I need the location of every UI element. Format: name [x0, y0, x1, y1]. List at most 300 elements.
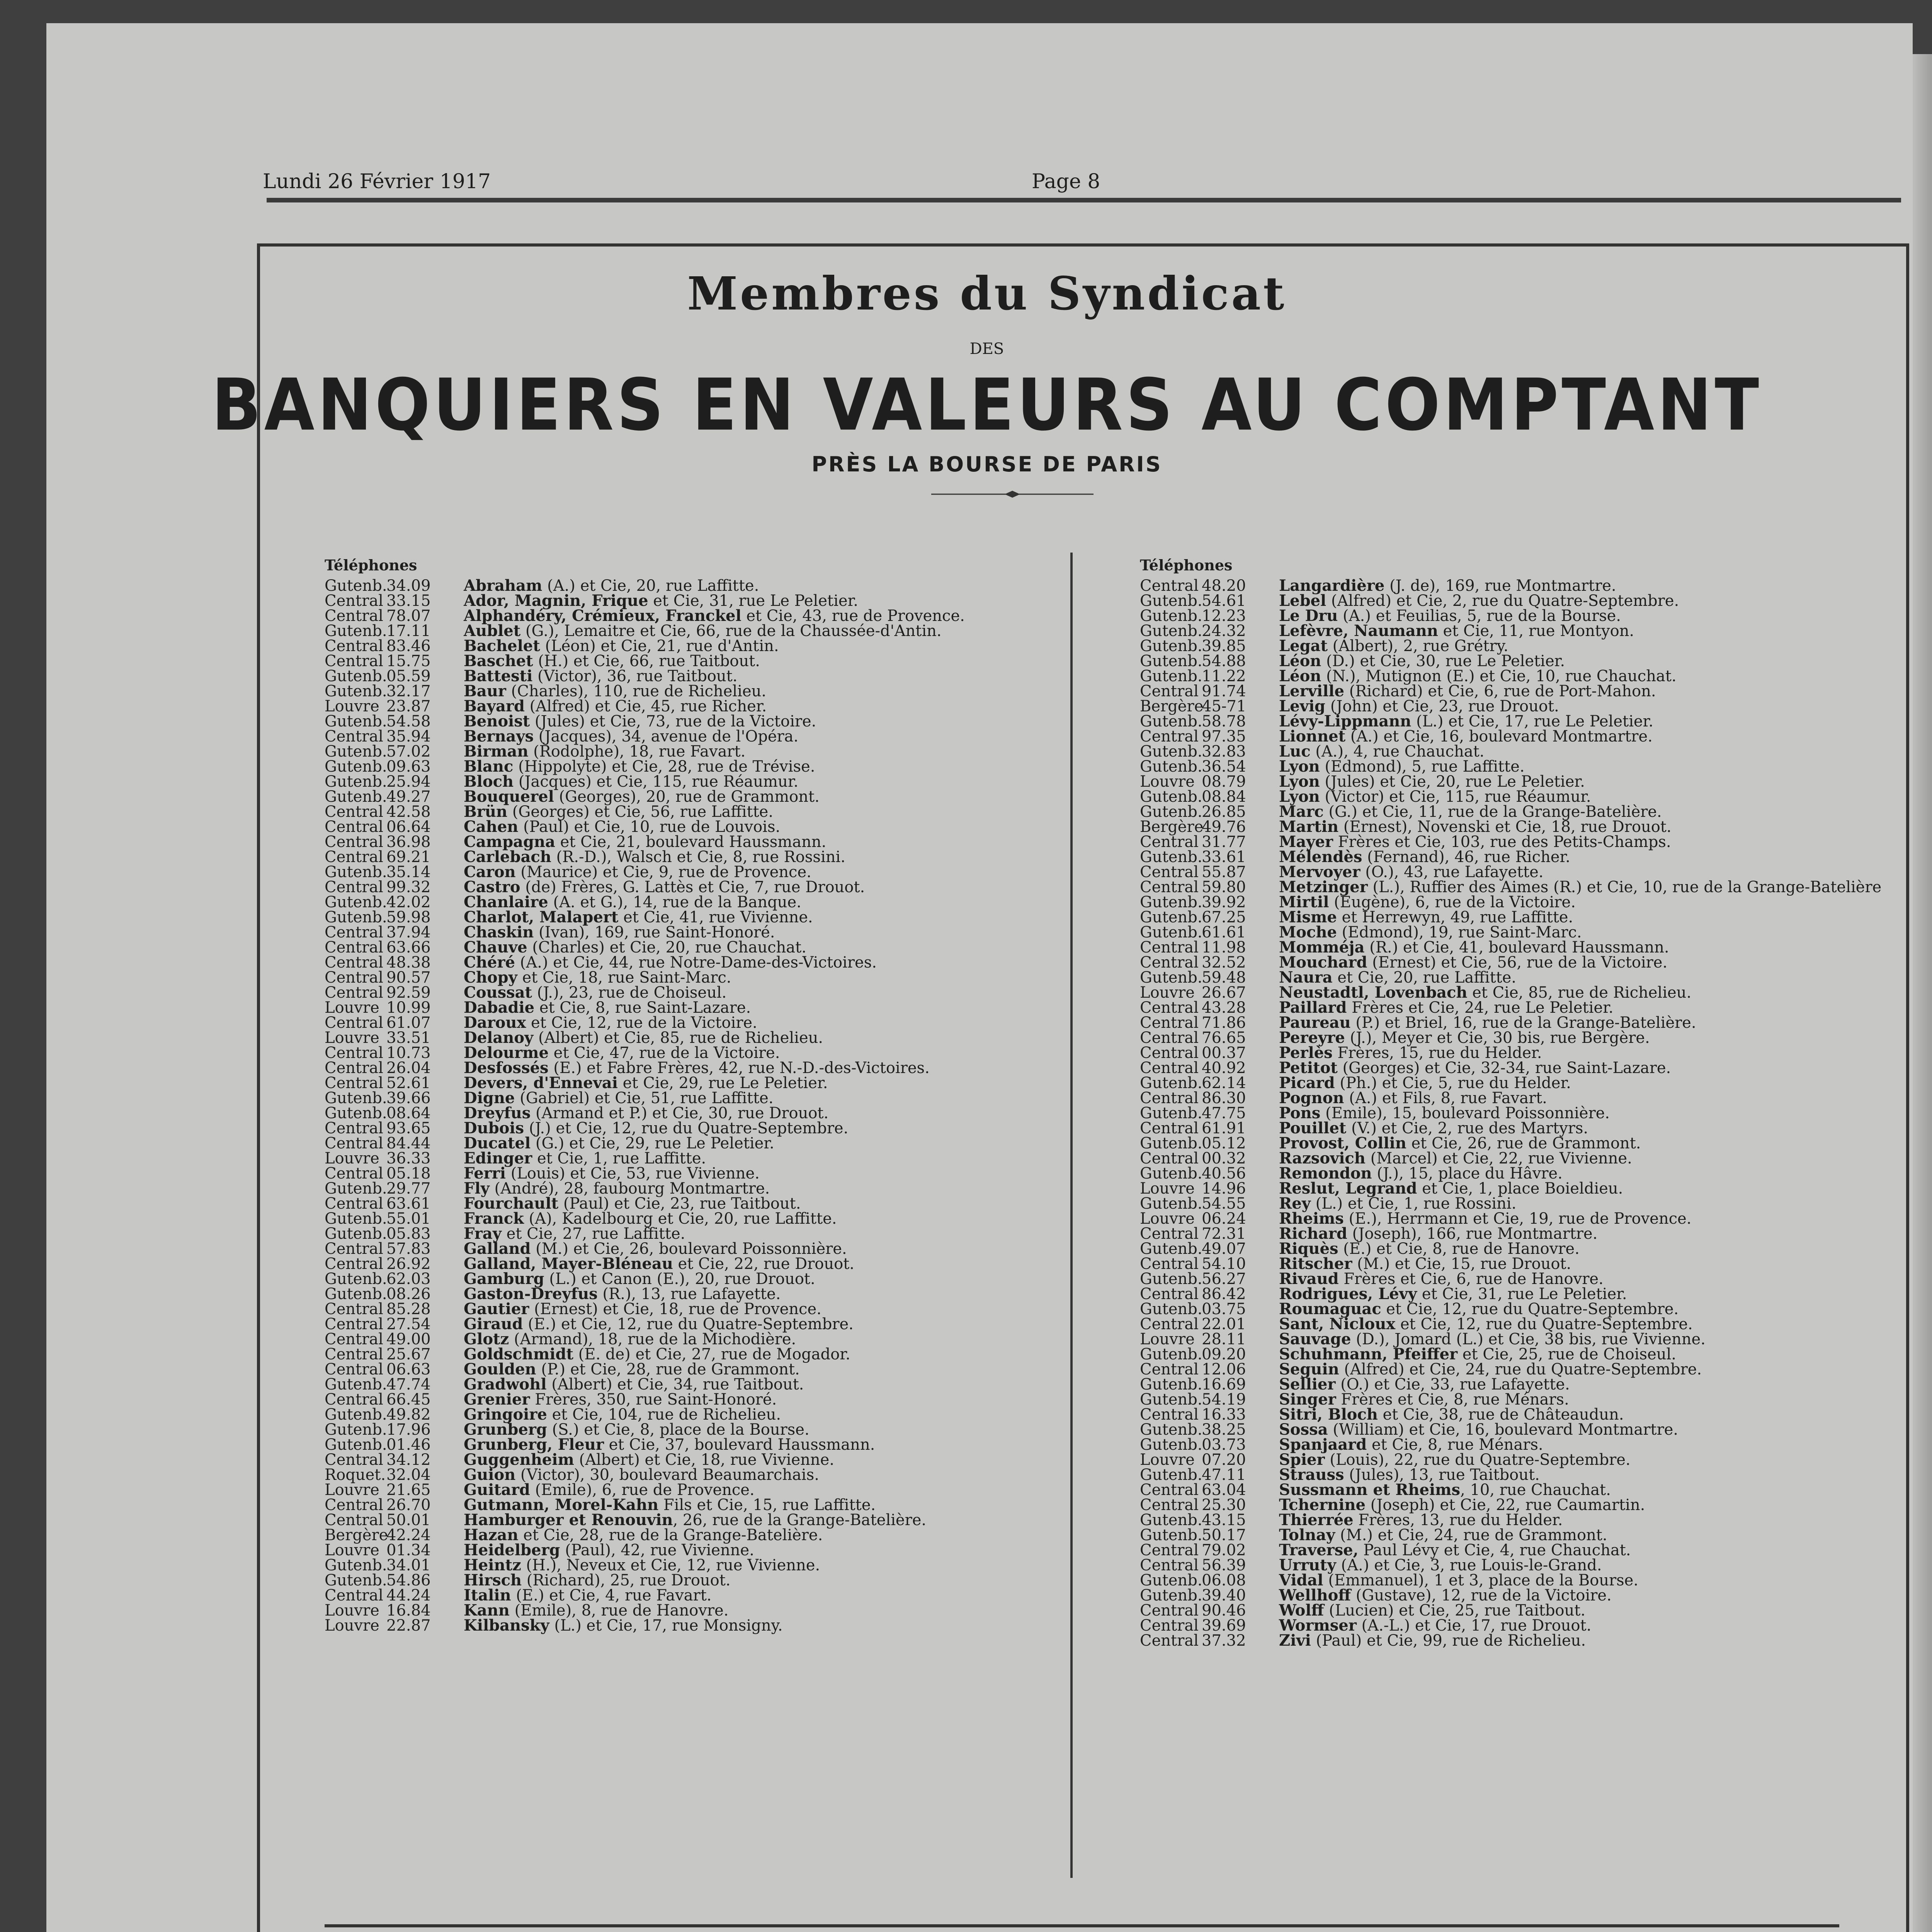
member-entry [1279, 1497, 1645, 1513]
member-row [325, 1015, 965, 1030]
exchange: Gutenb. [325, 893, 387, 911]
exchange: Louvre [1140, 1451, 1195, 1469]
phone-number: 84.44 [386, 1134, 431, 1152]
member-name: Paillard [1279, 998, 1347, 1017]
exchange: Gutenb. [1140, 1587, 1202, 1604]
title-banquiers: BANQUIERS EN VALEURS AU COMPTANT [211, 363, 1762, 447]
member-name: Gaston-Dreyfus [464, 1285, 598, 1303]
member-address: Frères, 13, rue du Helder. [1353, 1511, 1563, 1529]
member-entry [1279, 1467, 1540, 1483]
exchange: Gutenb. [325, 758, 387, 776]
member-row [325, 1392, 965, 1407]
phone-number: 37.94 [386, 923, 431, 941]
phone-number: 57.02 [386, 743, 431, 760]
exchange: Central [325, 1361, 383, 1378]
phone-number: 97.35 [1202, 728, 1246, 745]
member-entry [1279, 1543, 1631, 1558]
member-address: (G.) et Cie, 11, rue de la Grange-Batelière. [1323, 803, 1662, 821]
member-row [325, 970, 965, 985]
member-name: Galland [464, 1240, 531, 1258]
phone-number: 25.67 [386, 1345, 431, 1363]
member-entry [464, 849, 845, 865]
member-entry [464, 1422, 810, 1437]
phone-number: 27.54 [386, 1315, 431, 1333]
member-row [325, 623, 965, 638]
member-row [325, 744, 965, 759]
exchange: Central [1140, 833, 1199, 851]
member-entry [1279, 684, 1656, 699]
member-address: (Edmond), 19, rue Saint-Marc. [1337, 923, 1582, 941]
member-entry [1279, 1392, 1569, 1407]
exchange: Gutenb. [1140, 1270, 1202, 1288]
member-address: et Cie, 1, place Boieldieu. [1417, 1180, 1623, 1197]
phone-number: 50.17 [1202, 1526, 1246, 1544]
member-address: (de) Frères, G. Lattès et Cie, 7, rue Drouot. [520, 878, 865, 896]
member-name: Baschet [464, 652, 533, 670]
member-entry [464, 774, 798, 789]
member-address: (Emile), 8, rue de Hanovre. [509, 1602, 729, 1619]
member-entry [1279, 623, 1634, 639]
member-entry [1279, 1196, 1516, 1211]
exchange: Louvre [1140, 773, 1195, 791]
member-entry [464, 864, 811, 880]
member-name: Rheims [1279, 1209, 1344, 1228]
phone-number: 28.11 [1202, 1330, 1246, 1348]
member-entry [464, 1437, 875, 1452]
phone-number: 05.83 [386, 1225, 431, 1243]
member-entry [1279, 985, 1691, 1000]
member-entry [1279, 910, 1573, 925]
exchange: Gutenb. [1140, 1345, 1202, 1363]
exchange: Central [325, 1511, 383, 1529]
member-row [325, 1558, 965, 1573]
member-entry [464, 1151, 706, 1166]
member-address: (O.) et Cie, 33, rue Lafayette. [1335, 1376, 1570, 1393]
member-address: (O.), 43, rue Lafayette. [1360, 863, 1544, 881]
phone-number: 59.48 [1202, 969, 1246, 986]
member-address: (A.-L.) et Cie, 17, rue Drouot. [1356, 1617, 1592, 1634]
member-name: Baur [464, 682, 506, 700]
member-address: et Cie, 104, rue de Richelieu. [547, 1406, 781, 1423]
exchange: Gutenb. [325, 577, 387, 595]
phone-number: 49.00 [386, 1330, 431, 1348]
member-address: (P.) et Cie, 28, rue de Grammont. [536, 1361, 800, 1378]
phone-number: 23.87 [386, 697, 431, 715]
member-name: Lionnet [1279, 727, 1346, 745]
member-row [1140, 699, 1881, 714]
member-address: (Richard), 25, rue Drouot. [522, 1571, 731, 1589]
member-row [1140, 1015, 1881, 1030]
member-name: Wolff [1279, 1601, 1324, 1619]
member-name: Wellhoff [1279, 1586, 1351, 1604]
column-divider [1070, 553, 1073, 1878]
phone-number: 14.96 [1202, 1180, 1246, 1197]
phone-number: 06.08 [1202, 1571, 1246, 1589]
member-row [1140, 1422, 1881, 1437]
exchange: Central [1140, 728, 1199, 745]
member-name: Perlès [1279, 1044, 1333, 1062]
member-entry [464, 1181, 770, 1196]
member-row [325, 1452, 965, 1467]
exchange: Louvre [1140, 984, 1195, 1002]
member-row [1140, 955, 1881, 970]
member-name: Delanoy [464, 1029, 534, 1047]
member-address: (D.) et Cie, 30, rue Le Peletier. [1321, 652, 1565, 670]
phone-number: 76.65 [1202, 1029, 1246, 1047]
member-row [325, 1437, 965, 1452]
member-entry [464, 1512, 926, 1528]
member-address: (M.) et Cie, 15, rue Drouot. [1352, 1255, 1571, 1273]
member-address: (A.) et Cie, 20, rue Laffitte. [542, 577, 759, 595]
member-row [1140, 985, 1881, 1000]
member-row [325, 1618, 965, 1633]
exchange: Central [325, 1496, 383, 1514]
member-entry [464, 895, 801, 910]
member-address: (André), 28, faubourg Montmartre. [489, 1180, 770, 1197]
member-address: Frères et Cie, 6, rue de Hanovre. [1338, 1270, 1604, 1288]
member-entry [1279, 1558, 1602, 1573]
phone-number: 42.58 [386, 803, 431, 821]
member-row [325, 1241, 965, 1256]
member-name: Tchernine [1279, 1496, 1366, 1514]
member-address: , 10, rue Chauchat. [1460, 1481, 1611, 1499]
member-row [325, 955, 965, 970]
member-name: Battesti [464, 667, 533, 685]
phone-number: 00.32 [1202, 1150, 1246, 1167]
member-entry [464, 759, 815, 774]
member-address: (Joseph) et Cie, 22, rue Caumartin. [1365, 1496, 1645, 1514]
member-name: Sossa [1279, 1420, 1328, 1439]
exchange: Gutenb. [1140, 1511, 1202, 1529]
member-name: Tolnay [1279, 1526, 1335, 1544]
member-name: Caron [464, 863, 516, 881]
member-address: (L.) et Cie, 17, rue Monsigny. [549, 1617, 783, 1634]
exchange: Louvre [1140, 1180, 1195, 1197]
member-name: Langardière [1279, 577, 1385, 595]
member-name: Guitard [464, 1481, 530, 1499]
exchange: Gutenb. [325, 1406, 387, 1423]
member-address: (Alfred) et Cie, 45, rue Richer. [524, 697, 767, 715]
member-name: Martin [1279, 818, 1339, 836]
exchange: Gutenb. [1140, 923, 1202, 941]
member-name: Coussat [464, 983, 532, 1002]
phone-number: 21.65 [386, 1481, 431, 1499]
phone-number: 22.01 [1202, 1315, 1246, 1333]
exchange: Gutenb. [1140, 1195, 1202, 1213]
member-address: et Cie, 12, rue du Quatre-Septembre. [1381, 1300, 1679, 1318]
member-row [1140, 895, 1881, 910]
member-name: Vidal [1279, 1571, 1323, 1589]
member-address: (J.), Meyer et Cie, 30 bis, rue Bergère. [1345, 1029, 1650, 1047]
exchange: Louvre [1140, 1210, 1195, 1228]
member-address: (Georges) et Cie, 32-34, rue Saint-Lazare. [1337, 1059, 1671, 1077]
exchange: Gutenb. [1140, 803, 1202, 821]
title-des: DES [969, 340, 1004, 358]
phone-number: 62.03 [386, 1270, 431, 1288]
exchange: Gutenb. [1140, 652, 1202, 670]
member-row [325, 1543, 965, 1558]
phone-number: 09.20 [1202, 1345, 1246, 1363]
phone-number: 69.21 [386, 848, 431, 866]
member-row [1140, 744, 1881, 759]
member-row [325, 1090, 965, 1105]
member-name: Roumaguac [1279, 1300, 1381, 1318]
exchange: Central [1140, 1496, 1199, 1514]
member-entry [1279, 578, 1616, 594]
phone-number: 83.46 [386, 637, 431, 655]
phone-number: 86.30 [1202, 1089, 1246, 1107]
member-row [325, 925, 965, 940]
member-entry [464, 1256, 854, 1272]
member-entry [464, 1332, 796, 1347]
member-name: Hazan [464, 1526, 519, 1544]
member-name: Fray [464, 1225, 502, 1243]
member-row [1140, 1181, 1881, 1196]
member-name: Dubois [464, 1119, 524, 1137]
member-entry [464, 1105, 828, 1121]
member-address: (Georges) et Cie, 56, rue Laffitte. [507, 803, 774, 821]
member-entry [464, 1603, 728, 1618]
member-row [1140, 1211, 1881, 1226]
phone-number: 42.24 [386, 1526, 431, 1544]
member-entry [1279, 1603, 1585, 1618]
exchange: Central [325, 1119, 383, 1137]
exchange: Central [325, 1587, 383, 1604]
phone-number: 42.02 [386, 893, 431, 911]
member-name: Paureau [1279, 1014, 1351, 1032]
phone-number: 35.94 [386, 728, 431, 745]
member-row [325, 895, 965, 910]
member-entry [1279, 1181, 1623, 1196]
member-name: Dreyfus [464, 1104, 531, 1122]
exchange: Central [325, 1240, 383, 1258]
exchange: Gutenb. [1140, 1104, 1202, 1122]
phone-number: 08.26 [386, 1285, 431, 1303]
member-row [1140, 1121, 1881, 1136]
exchange: Gutenb. [325, 1270, 387, 1288]
exchange: Gutenb. [1140, 758, 1202, 776]
member-name: Lyon [1279, 772, 1320, 791]
phone-number: 34.09 [386, 577, 431, 595]
member-entry [1279, 1136, 1641, 1151]
member-entry [464, 668, 737, 684]
member-row [1140, 623, 1881, 638]
member-address: (E.), Herrmann et Cie, 19, rue de Provence. [1344, 1210, 1692, 1228]
phone-number: 32.52 [1202, 954, 1246, 971]
exchange: Gutenb. [325, 1180, 387, 1197]
member-row [325, 1075, 965, 1090]
member-name: Daroux [464, 1014, 526, 1032]
ornament-rule [931, 490, 1094, 498]
member-address: (Lucien) et Cie, 25, rue Taitbout. [1324, 1602, 1586, 1619]
member-row [1140, 1618, 1881, 1633]
member-name: Levig [1279, 697, 1325, 715]
member-row [325, 1301, 965, 1316]
member-name: Dabadie [464, 998, 535, 1017]
exchange: Gutenb. [1140, 1300, 1202, 1318]
phone-number: 49.82 [386, 1406, 431, 1423]
phone-number: 59.80 [1202, 878, 1246, 896]
member-address: (Albert) et Cie, 34, rue Taitbout. [546, 1376, 804, 1393]
phone-number: 26.70 [386, 1496, 431, 1514]
member-name: Reslut, Legrand [1279, 1179, 1417, 1197]
member-entry [1279, 699, 1559, 714]
member-row [325, 1362, 965, 1377]
exchange: Central [325, 833, 383, 851]
exchange: Central [325, 954, 383, 971]
exchange: Gutenb. [325, 743, 387, 760]
exchange: Louvre [325, 1541, 379, 1559]
member-entry [1279, 608, 1621, 624]
exchange: Central [325, 1165, 383, 1182]
phone-number: 05.18 [386, 1165, 431, 1182]
member-address: (L.) et Cie, 1, rue Rossini. [1310, 1195, 1517, 1213]
member-address: (A), Kadelbourg et Cie, 20, rue Laffitte. [524, 1210, 837, 1228]
member-row [1140, 1482, 1881, 1497]
exchange: Gutenb. [325, 682, 387, 700]
member-name: Grunberg [464, 1420, 547, 1439]
member-name: Richard [1279, 1225, 1347, 1243]
member-address: et Cie, 85, rue de Richelieu. [1467, 984, 1692, 1002]
member-name: Strauss [1279, 1466, 1344, 1484]
exchange: Central [325, 1014, 383, 1032]
member-row [1140, 1392, 1881, 1407]
member-name: Chéré [464, 953, 515, 971]
member-name: Fourchault [464, 1194, 559, 1213]
member-row [1140, 970, 1881, 985]
phone-number: 26.67 [1202, 984, 1246, 1002]
member-name: Chaskin [464, 923, 534, 941]
member-address: (A.) et Cie, 44, rue Notre-Dame-des-Victoires. [515, 954, 877, 971]
member-entry [1279, 653, 1565, 669]
member-row [1140, 668, 1881, 684]
member-name: Singer [1279, 1390, 1336, 1408]
member-address: et Cie, 31, rue Le Peletier. [1417, 1285, 1627, 1303]
member-name: Rey [1279, 1194, 1311, 1213]
member-name: Misme [1279, 908, 1337, 926]
phone-number: 08.79 [1202, 773, 1246, 791]
exchange: Gutenb. [325, 667, 387, 685]
member-row [1140, 1603, 1881, 1618]
member-name: Benoist [464, 712, 530, 730]
member-name: Spanjaard [1279, 1435, 1367, 1454]
phone-number: 01.46 [386, 1436, 431, 1454]
member-address: (William) et Cie, 16, boulevard Montmartre. [1328, 1421, 1678, 1439]
member-name: Pouillet [1279, 1119, 1347, 1137]
exchange: Central [1140, 1632, 1199, 1650]
member-name: Ritscher [1279, 1255, 1352, 1273]
exchange: Central [1140, 1541, 1199, 1559]
exchange: Central [1140, 577, 1199, 595]
member-row [325, 714, 965, 729]
phone-number: 50.01 [386, 1511, 431, 1529]
phone-number: 32.17 [386, 682, 431, 700]
exchange: Gutenb. [1140, 1134, 1202, 1152]
member-name: Edinger [464, 1149, 532, 1167]
phone-number: 06.24 [1202, 1210, 1246, 1228]
member-name: Lévy-Lippmann [1279, 712, 1412, 730]
exchange: Central [1140, 1361, 1199, 1378]
member-entry [464, 1090, 774, 1106]
member-name: Zivi [1279, 1631, 1311, 1650]
member-name: Remondon [1279, 1164, 1372, 1182]
member-row [1140, 1588, 1881, 1603]
member-name: Sussmann et Rheims [1279, 1481, 1461, 1499]
member-address: (J.), 15, place du Hâvre. [1372, 1165, 1563, 1182]
member-name: Goldschmidt [464, 1345, 573, 1363]
exchange: Central [325, 652, 383, 670]
exchange: Central [325, 728, 383, 745]
member-entry [1279, 879, 1881, 895]
member-name: Urruty [1279, 1556, 1336, 1574]
phone-number: 54.88 [1202, 652, 1246, 670]
phone-number: 05.12 [1202, 1134, 1246, 1152]
member-row [325, 1482, 965, 1497]
member-name: Lefèvre, Naumann [1279, 622, 1438, 640]
member-address: (A. et G.), 14, rue de la Banque. [548, 893, 801, 911]
member-row [325, 985, 965, 1000]
member-row [1140, 1543, 1881, 1558]
member-entry [464, 1015, 757, 1031]
member-address: (H.) et Cie, 66, rue Taitbout. [533, 652, 760, 670]
member-name: Razsovich [1279, 1149, 1366, 1167]
member-entry [464, 1000, 751, 1015]
member-address: (Léon) et Cie, 21, rue d'Antin. [540, 637, 779, 655]
member-entry [1279, 1512, 1563, 1528]
member-entry [1279, 789, 1591, 804]
phone-number: 37.32 [1202, 1632, 1246, 1650]
phone-number: 52.61 [386, 1074, 431, 1092]
exchange: Louvre [325, 1150, 379, 1167]
member-name: Kilbansky [464, 1616, 549, 1634]
exchange: Central [1140, 863, 1199, 881]
member-name: Guggenheim [464, 1451, 574, 1469]
exchange: Central [1140, 682, 1199, 700]
member-address: (A.) et Feuilias, 5, rue de la Bourse. [1338, 607, 1621, 625]
exchange: Central [325, 1044, 383, 1062]
phone-number: 25.94 [386, 773, 431, 791]
exchange: Central [1140, 1315, 1199, 1333]
member-name: Campagna [464, 833, 555, 851]
exchange: Louvre [325, 999, 379, 1017]
member-address: (Victor) et Cie, 115, rue Réaumur. [1320, 788, 1591, 806]
member-name: Bloch [464, 772, 514, 791]
phone-number: 35.14 [386, 863, 431, 881]
exchange: Gutenb. [325, 1285, 387, 1303]
exchange: Central [1140, 1089, 1199, 1107]
member-row [325, 1151, 965, 1166]
member-entry [1279, 1588, 1612, 1603]
member-row [325, 684, 965, 699]
phone-number: 07.20 [1202, 1451, 1246, 1469]
member-row [1140, 1316, 1881, 1332]
member-row [325, 1226, 965, 1241]
member-row [1140, 1286, 1881, 1301]
member-name: Gutmann, Morel-Kahn [464, 1496, 659, 1514]
member-address: (A.) et Cie, 3, rue Louis-le-Grand. [1336, 1556, 1602, 1574]
member-row [325, 653, 965, 668]
exchange: Bergère [325, 1526, 388, 1544]
exchange: Central [1140, 1225, 1199, 1243]
phone-number: 59.98 [386, 908, 431, 926]
phone-number: 09.63 [386, 758, 431, 776]
member-name: Hamburger et Renouvin [464, 1511, 673, 1529]
phone-number: 44.24 [386, 1587, 431, 1604]
member-name: Lyon [1279, 787, 1320, 806]
member-name: Riquès [1279, 1240, 1338, 1258]
member-address: (Victor), 30, boulevard Beaumarchais. [515, 1466, 819, 1484]
member-entry [1279, 1166, 1563, 1181]
